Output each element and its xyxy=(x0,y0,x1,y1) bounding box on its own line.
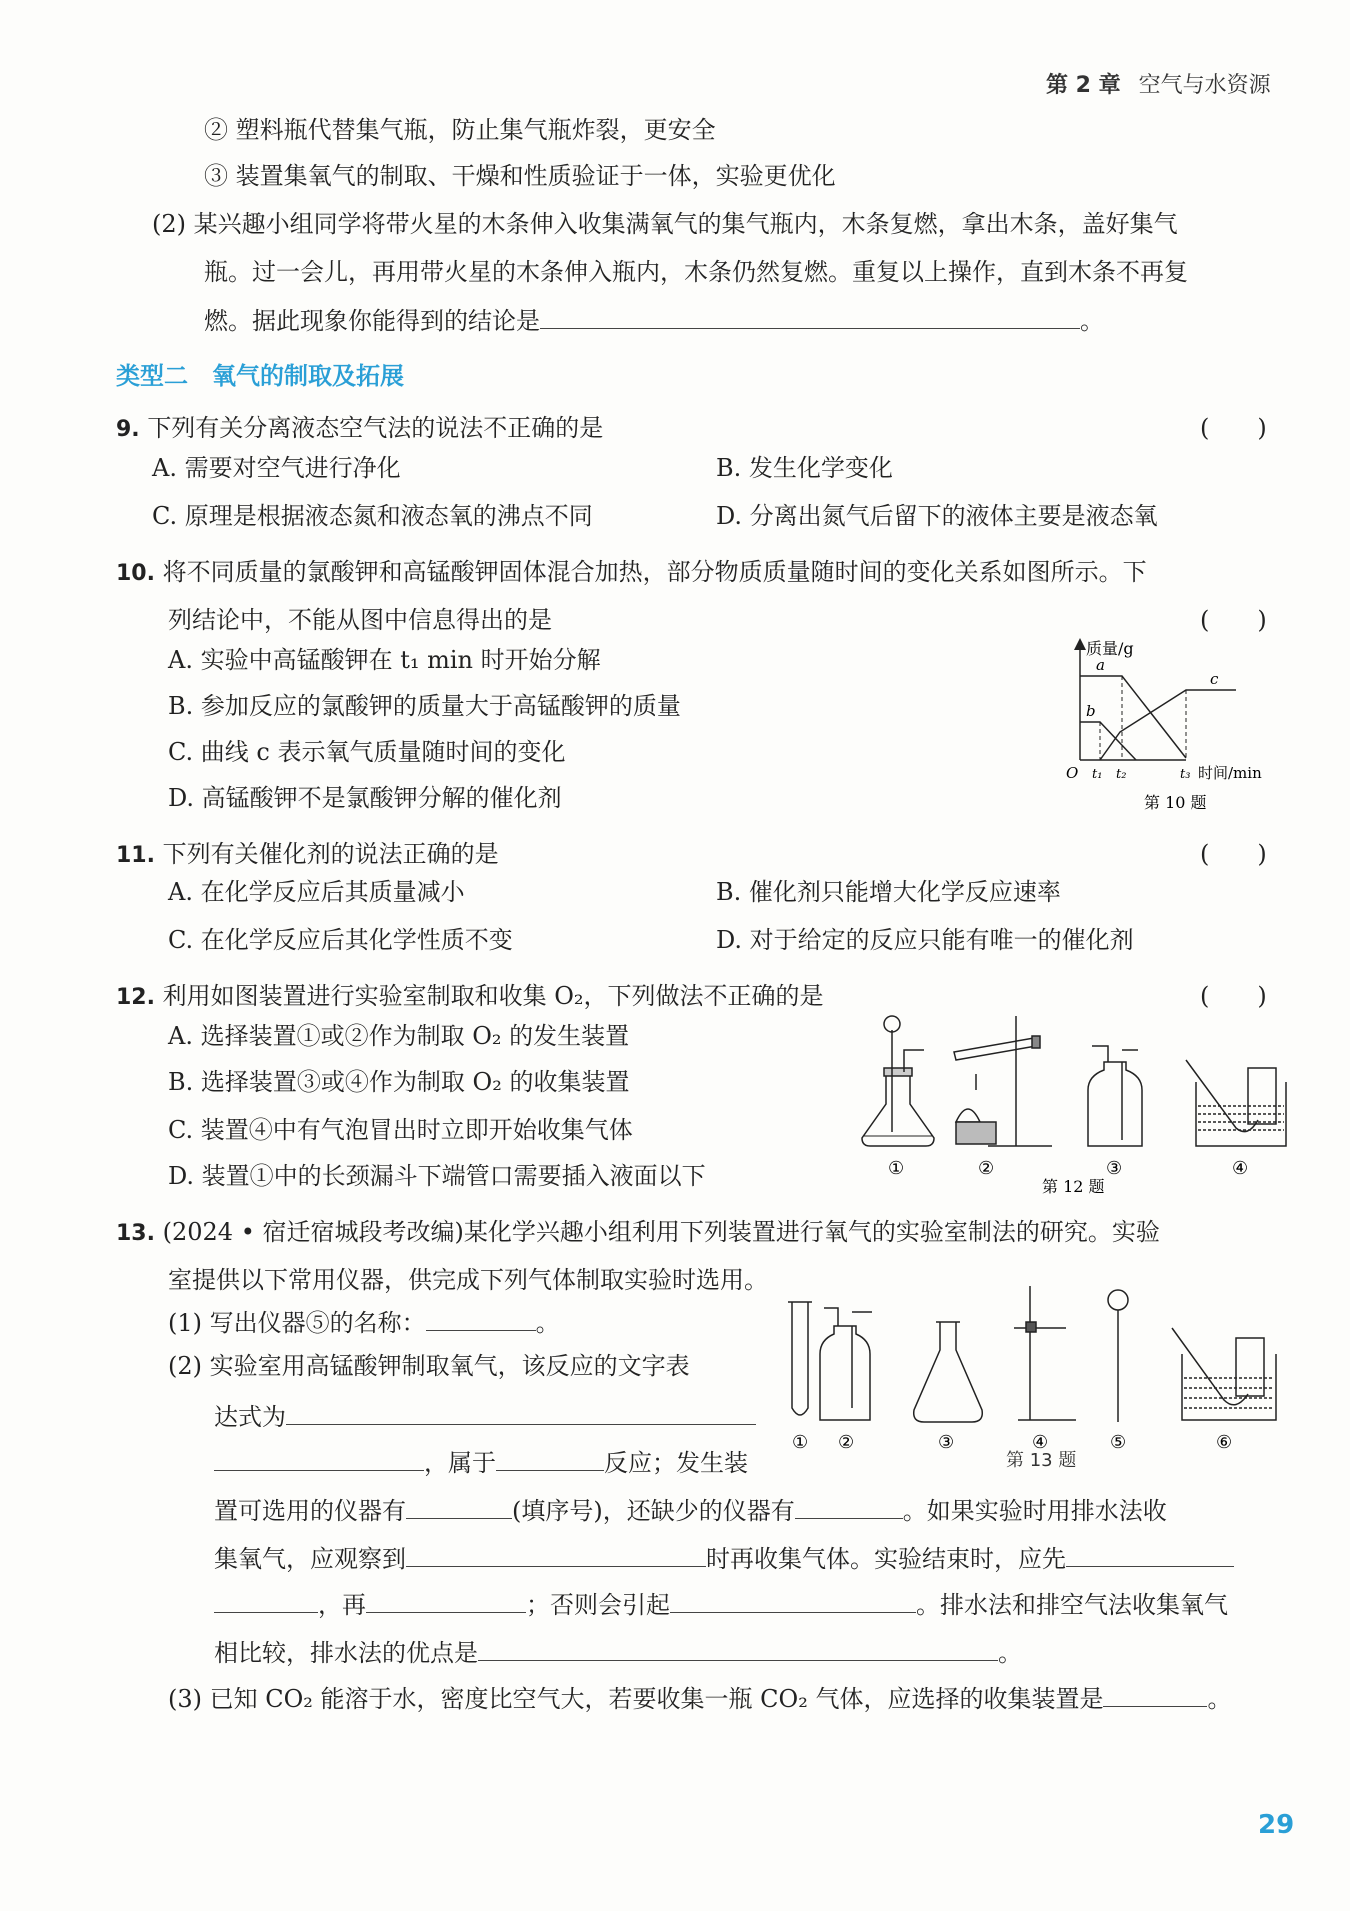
period: 。 xyxy=(1080,307,1104,335)
q12-option-c: C. 装置④中有气泡冒出时立即开始收集气体 xyxy=(168,1116,633,1144)
period: 。 xyxy=(998,1639,1022,1667)
t3-label: t₃ xyxy=(1180,767,1191,782)
question-text: 将不同质量的氯酸钾和高锰酸钾固体混合加热，部分物质质量随时间的变化关系如图所示。下 xyxy=(162,558,1147,586)
answer-paren[interactable]: ( ) xyxy=(1200,606,1267,634)
q13-part3 xyxy=(168,1684,1231,1711)
part-text: 。如果实验时用排水法收 xyxy=(902,1497,1167,1525)
q12-apparatus-figure xyxy=(856,1010,1296,1196)
part-text: 相比较，排水法的优点是 xyxy=(214,1639,478,1667)
period: 。 xyxy=(535,1309,560,1337)
label-3: ③ xyxy=(938,1432,955,1453)
apparatus-2-test-tube-heating xyxy=(954,1016,1052,1146)
option-line-2: ② 塑料瓶代替集气瓶，防止集气瓶炸裂，更安全 xyxy=(204,116,716,144)
label-2: ② xyxy=(978,1158,995,1179)
answer-blank[interactable] xyxy=(795,1496,903,1519)
part-text: 时再收集气体。实验结束时，应先 xyxy=(706,1545,1066,1573)
q8-part2-text: 燃。据此现象你能得到的结论是 xyxy=(204,307,540,335)
question-text: 下列有关分离液态空气法的说法不正确的是 xyxy=(147,414,604,442)
label-5: ⑤ xyxy=(1110,1432,1127,1453)
answer-blank[interactable] xyxy=(214,1590,318,1613)
q13-stem-line1 xyxy=(116,1212,1160,1247)
q11-stem xyxy=(116,834,499,869)
label-4: ④ xyxy=(1232,1158,1249,1179)
t2-label: t₂ xyxy=(1116,767,1127,782)
q13-instruments-figure xyxy=(776,1282,1296,1462)
q10-stem-line1 xyxy=(116,552,1147,587)
q12-option-d: D. 装置①中的长颈漏斗下端管口需要插入液面以下 xyxy=(168,1162,706,1190)
answer-blank[interactable] xyxy=(426,1308,536,1331)
answer-paren[interactable]: ( ) xyxy=(1200,982,1267,1010)
option-line-3: ③ 装置集氧气的制取、干燥和性质验证于一体，实验更优化 xyxy=(204,162,836,190)
q9-option-d: D. 分离出氮气后留下的液体主要是液态氧 xyxy=(716,502,1158,530)
part-text: 反应；发生装 xyxy=(604,1449,748,1477)
label-1: ① xyxy=(888,1158,905,1179)
q13-part2-line5 xyxy=(214,1544,1234,1571)
q13-part2-line3 xyxy=(214,1448,748,1475)
part-text: ，属于 xyxy=(424,1449,496,1477)
instrument-1-test-tube xyxy=(788,1302,812,1415)
q9-option-b: B. 发生化学变化 xyxy=(716,454,893,482)
q10-option-d: D. 高锰酸钾不是氯酸钾分解的催化剂 xyxy=(168,784,562,812)
answer-paren[interactable]: ( ) xyxy=(1200,414,1267,442)
q11-option-d: D. 对于给定的反应只能有唯一的催化剂 xyxy=(716,926,1134,954)
answer-blank[interactable] xyxy=(214,1448,424,1471)
q9-option-a: A. 需要对空气进行净化 xyxy=(152,454,401,482)
part-text: 置可选用的仪器有 xyxy=(214,1497,406,1525)
part-text: (3) 已知 CO₂ 能溶于水，密度比空气大，若要收集一瓶 CO₂ 气体，应选择的收集装置是 xyxy=(168,1685,1104,1713)
chapter-title: 空气与水资源 xyxy=(1138,73,1271,98)
label-a: a xyxy=(1096,656,1105,674)
section-heading: 类型二 氧气的制取及拓展 xyxy=(116,362,404,390)
q10-option-a: A. 实验中高锰酸钾在 t₁ min 时开始分解 xyxy=(168,646,601,674)
q8-part2-line3 xyxy=(204,306,1104,333)
question-number: 9. xyxy=(116,417,140,442)
question-text: (2024 • 宿迁宿城段考改编)某化学兴趣小组利用下列装置进行氧气的实验室制法的研究。实验 xyxy=(162,1218,1160,1246)
q11-option-a: A. 在化学反应后其质量减小 xyxy=(168,878,465,906)
instrument-4-iron-stand xyxy=(1014,1286,1076,1420)
q10-stem-line2: 列结论中，不能从图中信息得出的是 xyxy=(168,606,552,634)
instrument-6-water-trough xyxy=(1172,1328,1276,1420)
t1-label: t₁ xyxy=(1092,767,1103,782)
label-c: c xyxy=(1210,670,1219,688)
q13-part2-line4 xyxy=(214,1496,1167,1523)
part-text: (填序号)，还缺少的仪器有 xyxy=(512,1497,795,1525)
q10-mass-time-graph xyxy=(1060,636,1300,822)
figure-caption: 第 12 题 xyxy=(1042,1177,1105,1196)
apparatus-3-gas-bottle xyxy=(1088,1046,1142,1146)
answer-blank[interactable] xyxy=(496,1448,604,1471)
label-1: ① xyxy=(792,1432,809,1453)
curve-c xyxy=(1100,690,1236,760)
curve-a xyxy=(1080,676,1186,758)
label-3: ③ xyxy=(1106,1158,1123,1179)
period: 。 xyxy=(1207,1685,1232,1713)
origin-label: O xyxy=(1066,764,1079,782)
answer-paren[interactable]: ( ) xyxy=(1200,840,1267,868)
part-text: 。排水法和排空气法收集氧气 xyxy=(916,1591,1228,1619)
q11-option-c: C. 在化学反应后其化学性质不变 xyxy=(168,926,513,954)
q13-part1 xyxy=(168,1308,560,1335)
label-2: ② xyxy=(838,1432,855,1453)
y-axis-label: 质量/g xyxy=(1086,639,1134,658)
q13-part2-line6 xyxy=(214,1590,1228,1617)
q13-figure-caption: 第 13 题 xyxy=(1006,1450,1077,1471)
apparatus-1-flask-funnel xyxy=(862,1016,934,1146)
part-text: ；否则会引起 xyxy=(526,1591,670,1619)
answer-blank[interactable] xyxy=(670,1590,916,1613)
q9-option-c: C. 原理是根据液态氮和液态氧的沸点不同 xyxy=(152,502,593,530)
q12-option-a: A. 选择装置①或②作为制取 O₂ 的发生装置 xyxy=(168,1022,630,1050)
part-text: ，再 xyxy=(318,1591,366,1619)
q13-part2-line1: (2) 实验室用高锰酸钾制取氧气，该反应的文字表 xyxy=(168,1352,690,1380)
answer-blank[interactable] xyxy=(1066,1544,1234,1567)
q10-option-c: C. 曲线 c 表示氧气质量随时间的变化 xyxy=(168,738,566,766)
part-text: 集氧气，应观察到 xyxy=(214,1545,406,1573)
x-axis-label: 时间/min xyxy=(1198,764,1262,782)
question-number: 10. xyxy=(116,561,155,586)
question-number: 13. xyxy=(116,1221,155,1246)
part-text: 达式为 xyxy=(214,1403,286,1431)
answer-blank[interactable] xyxy=(286,1402,756,1425)
answer-blank[interactable] xyxy=(478,1638,998,1661)
answer-blank[interactable] xyxy=(366,1590,526,1613)
label-4: ④ xyxy=(1032,1432,1049,1453)
q12-stem xyxy=(116,976,824,1011)
page-number: 29 xyxy=(1258,1810,1295,1840)
chapter-number: 第 2 章 xyxy=(1046,73,1121,98)
q12-option-b: B. 选择装置③或④作为制取 O₂ 的收集装置 xyxy=(168,1068,630,1096)
q9-stem xyxy=(116,408,603,443)
answer-blank[interactable] xyxy=(406,1496,512,1519)
question-number: 11. xyxy=(116,843,155,868)
instrument-5-long-neck-funnel xyxy=(1108,1290,1128,1422)
q10-option-b: B. 参加反应的氯酸钾的质量大于高锰酸钾的质量 xyxy=(168,692,681,720)
q13-stem-line2: 室提供以下常用仪器，供完成下列气体制取实验时选用。 xyxy=(168,1266,768,1294)
q11-option-b: B. 催化剂只能增大化学反应速率 xyxy=(716,878,1061,906)
part-text: (1) 写出仪器⑤的名称： xyxy=(168,1309,426,1337)
label-6: ⑥ xyxy=(1216,1432,1233,1453)
q13-part2-line2 xyxy=(214,1402,756,1429)
running-header xyxy=(1046,68,1271,99)
label-b: b xyxy=(1086,702,1096,720)
instrument-2-gas-bottle xyxy=(820,1308,872,1420)
q8-part2-line1: (2) 某兴趣小组同学将带火星的木条伸入收集满氧气的集气瓶内，木条复燃，拿出木条，盖好集气 xyxy=(152,210,1178,238)
q13-part2-line7 xyxy=(214,1638,1022,1665)
answer-blank[interactable] xyxy=(1103,1684,1207,1707)
apparatus-4-water-trough xyxy=(1186,1060,1286,1146)
answer-blank[interactable] xyxy=(406,1544,706,1567)
instrument-3-conical-flask xyxy=(914,1322,983,1422)
answer-blank[interactable] xyxy=(540,306,1080,329)
figure-caption: 第 10 题 xyxy=(1144,793,1207,812)
question-number: 12. xyxy=(116,985,155,1010)
question-text: 利用如图装置进行实验室制取和收集 O₂，下列做法不正确的是 xyxy=(162,982,824,1010)
question-text: 下列有关催化剂的说法正确的是 xyxy=(162,840,499,868)
q8-part2-line2: 瓶。过一会儿，再用带火星的木条伸入瓶内，木条仍然复燃。重复以上操作，直到木条不再复 xyxy=(204,258,1188,286)
